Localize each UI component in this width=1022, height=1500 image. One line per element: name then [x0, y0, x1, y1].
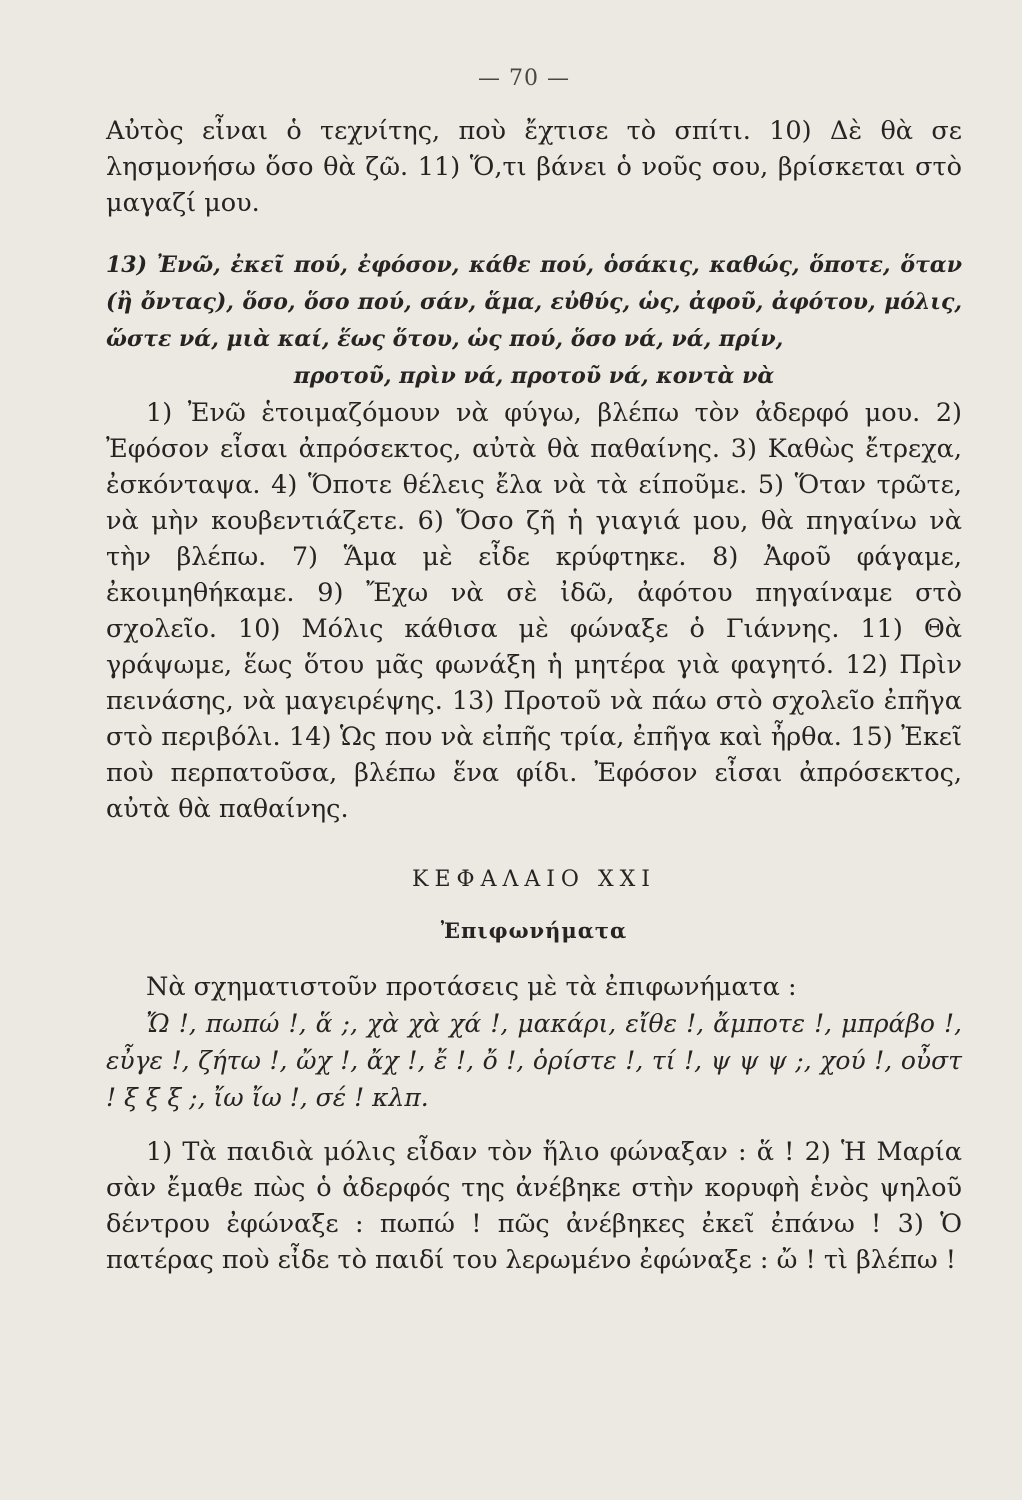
chapter-title: ΚΕΦΑΛΑΙΟ XXI — [412, 867, 656, 892]
chapter-examples: 1) Τὰ παιδιὰ μόλις εἶδαν τὸν ἥλιο φώναξαν : ἅ ! 2) Ἡ Μαρία σὰν ἔμαθε πὼς ὁ ἀδερφός της ἀνέβηκε στὴν κορυφὴ ἑνὸς ψηλοῦ δέντρου ἐφώναξε : πωπώ ! πῶς ἀνέβηκες ἐκεῖ ἐπάνω ! 3) Ὁ πατέρας ποὺ εἶδε τὸ παιδί του λερωμένο ἐφώναξε : ὤ ! τὶ βλέπω ! — [106, 1137, 962, 1275]
section-13-heading — [106, 247, 962, 395]
section-13-heading-last-line: προτοῦ, πρὶν νά, προτοῦ νά, κοντὰ νὰ — [293, 363, 775, 389]
section-13-examples: 1) Ἐνῶ ἑτοιμαζόμουν νὰ φύγω, βλέπω τὸν ἀδερφό μου. 2) Ἐφόσον εἶσαι ἀπρόσεκτος, αὐτὰ θὰ παθαίνης. 3) Καθὼς ἔτρεχα, ἐσκόνταψα. 4) Ὅποτε θέλεις ἔλα νὰ τὰ είποῦμε. 5) Ὅταν τρῶτε, νὰ μὴν κουβεντιάζετε. 6) Ὅσο ζῆ ἡ γιαγιά μου, θὰ πηγαίνω νὰ τὴν βλέπω. 7) Ἅμα μὲ εἶδε κρύφτηκε. 8) Ἀφοῦ φάγαμε, ἐκοιμηθήκαμε. 9) Ἔχω νὰ σὲ ἰδῶ, ἀφότου πηγαίναμε στὸ σχολεῖο. 10) Μόλις κάθισα μὲ φώναξε ὁ Γιάννης. 11) Θὰ γράψωμε, ἕως ὅτου μᾶς φωνάξη ἡ μητέρα γιὰ φαγητό. 12) Πρὶν πεινάσης, νὰ μαγειρέψης. 13) Προτοῦ νὰ πάω στὸ σχολεῖο ἐπῆγα στὸ περιβόλι. 14) Ὡς που νὰ εἰπῆς τρία, ἐπῆγα καὶ ἦρθα. 15) Ἐκεῖ ποὺ περπατοῦσα, βλέπω ἕνα φίδι. Ἐφόσον εἶσαι ἀπρόσεκτος, αὐτὰ θὰ παθαίνης. — [106, 398, 962, 824]
chapter-subtitle: Ἐπιφωνήματα — [440, 918, 628, 943]
interjections-list: Ὤ !, πωπώ !, ἅ ;, χὰ χὰ χά !, μακάρι, εἴθε !, ἄμποτε !, μπράβο !, εὖγε !, ζήτω !, ὤχ !, ἄχ !, ἔ !, ὄ !, ὁρίστε !, τί !, ψ ψ ψ ;, χού !, οὖστ ! ξ ξ ξ ;, ἴω ἴω !, σέ ! κλπ. — [106, 1009, 962, 1112]
continued-paragraph: Αὐτὸς εἶναι ὁ τεχνίτης, ποὺ ἔχτισε τὸ σπίτι. 10) Δὲ θὰ σε λησμονήσω ὅσο θὰ ζῶ. 11) Ὅ,τι βάνει ὁ νοῦς σου, βρίσκεται στὸ μαγαζί μου. — [106, 116, 962, 218]
page-number: — 70 — — [478, 66, 570, 91]
section-13-heading-text: 13) Ἐνῶ, ἐκεῖ πού, ἐφόσον, κάθε πού, ὁσάκις, καθώς, ὅποτε, ὅταν (ἢ ὄντας), ὅσο, ὅσο πού, σάν, ἅμα, εὐθύς, ὡς, ἀφοῦ, ἀφότου, μόλις, ὥστε νά, μιὰ καί, ἕως ὅτου, ὡς πού, ὅσο νά, νά, πρίν, — [106, 252, 962, 352]
chapter-instruction: Νὰ σχηματιστοῦν προτάσεις μὲ τὰ ἐπιφωνήματα : — [146, 972, 797, 1002]
